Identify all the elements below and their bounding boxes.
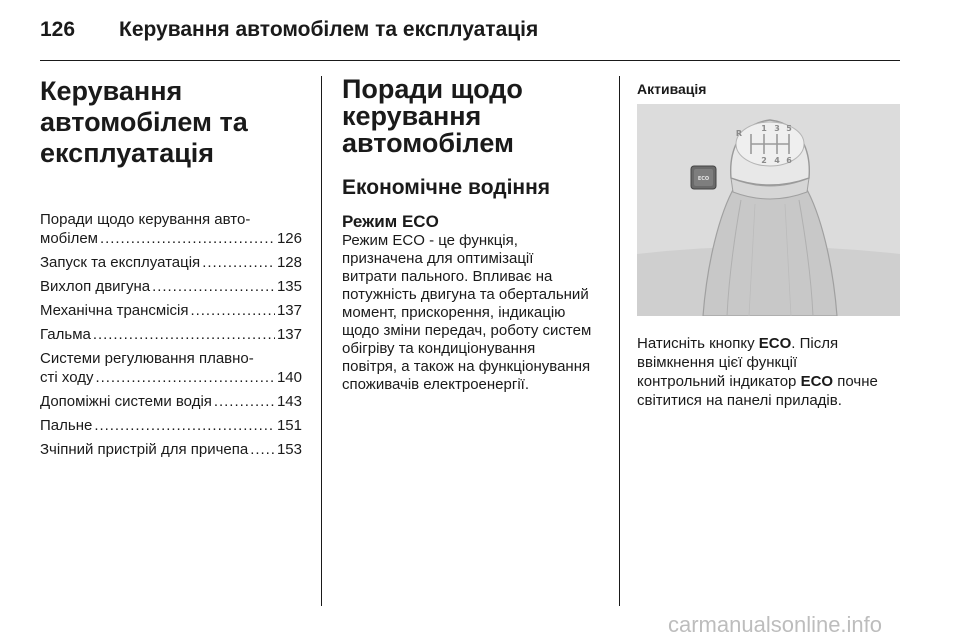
- shift-pattern-digit: 5: [786, 124, 792, 133]
- toc-item-label-first-line: Поради щодо керування авто-: [40, 211, 251, 228]
- shift-pattern-digit: 1: [761, 124, 767, 133]
- text-run: контрольний індикатор: [637, 373, 801, 390]
- section-title: [342, 76, 604, 157]
- toc-leader-dots: [250, 440, 275, 459]
- paragraph-line: обігріву та кондиціонування: [342, 340, 536, 357]
- toc-item-label-first-line: Системи регулювання плавно-: [40, 350, 254, 367]
- chapter-title-line: Керування: [40, 76, 183, 106]
- column-divider-right: [619, 76, 620, 606]
- toc-page-number: 137: [276, 302, 302, 319]
- paragraph-line: споживачів електроенергії.: [342, 376, 529, 393]
- toc-page-number: 128: [276, 254, 302, 271]
- section-title-line: керування: [342, 101, 482, 131]
- toc-item[interactable]: [40, 325, 302, 344]
- toc-item-label: Гальма: [40, 326, 91, 343]
- paragraph-line: призначена для оптимізації: [342, 250, 534, 267]
- page-number: 126: [40, 18, 76, 41]
- text-run: Натисніть кнопку: [637, 335, 759, 352]
- subsection-title: Економічне водіння: [342, 176, 551, 199]
- chapter-title-line: експлуатація: [40, 138, 215, 168]
- toc-page-number: 151: [276, 417, 302, 434]
- toc-item[interactable]: [40, 416, 302, 435]
- chapter-column: [40, 76, 302, 464]
- gear-shifter-svg: [637, 104, 900, 316]
- toc-item[interactable]: [40, 440, 302, 459]
- toc-page-number: 137: [276, 326, 302, 343]
- text-run: почне: [833, 373, 878, 390]
- page-header: [40, 14, 900, 50]
- section-title-line: Поради щодо: [342, 74, 523, 104]
- watermark: carmanualsonline.info: [668, 612, 883, 637]
- toc-item[interactable]: [40, 210, 302, 248]
- activation-paragraph: [637, 334, 900, 410]
- header-rule: [40, 60, 900, 61]
- paragraph-line: потужність двигуна та обертальний: [342, 286, 589, 303]
- gear-shifter-illustration: [637, 104, 900, 316]
- toc-item-label: Допоміжні системи водія: [40, 393, 212, 410]
- toc-item-label: Пальне: [40, 417, 93, 434]
- shift-pattern-digit: R: [735, 129, 743, 138]
- text-run: ввімкнення цієї функції: [637, 354, 798, 371]
- running-title: Керування автомобілем та експлуатація: [119, 18, 539, 41]
- text-run: світитися на панелі приладів.: [637, 392, 842, 409]
- toc-page-number: 153: [276, 441, 302, 458]
- paragraph-line: витрати пального. Впливає на: [342, 268, 553, 285]
- toc-item-label: Зчіпний пристрій для причепа: [40, 441, 249, 458]
- toc-page-number: 135: [276, 278, 302, 295]
- activation-column: [637, 76, 900, 409]
- paragraph-line: Режим ECO - це функція,: [342, 232, 518, 249]
- toc-item-label: мобілем: [40, 230, 98, 247]
- toc-page-number: 126: [276, 230, 302, 247]
- column-divider-left: [321, 76, 322, 606]
- section-column: [342, 76, 604, 394]
- paragraph-line: повітря, а також на функціонування: [342, 358, 591, 375]
- toc-leader-dots: [95, 368, 275, 387]
- shift-pattern-digit: 3: [774, 124, 780, 133]
- toc-leader-dots: [94, 416, 275, 435]
- chapter-title-line: автомобілем та: [40, 107, 248, 137]
- chapter-title: [40, 76, 302, 169]
- toc-item[interactable]: [40, 301, 302, 320]
- toc-leader-dots: [152, 277, 275, 296]
- eco-term: ECO: [758, 335, 792, 352]
- eco-button[interactable]: [691, 166, 716, 189]
- section-title-line: автомобілем: [342, 128, 514, 158]
- toc-item-label: сті ходу: [40, 369, 94, 386]
- toc-item[interactable]: [40, 392, 302, 411]
- eco-term: ECO: [800, 373, 834, 390]
- text-run: . Після: [791, 335, 839, 352]
- shift-pattern-digit: 2: [761, 156, 767, 165]
- table-of-contents: [40, 210, 302, 459]
- toc-item-label: Вихлоп двигуна: [40, 278, 151, 295]
- toc-page-number: 140: [276, 369, 302, 386]
- toc-leader-dots: [191, 301, 275, 320]
- toc-item[interactable]: [40, 253, 302, 272]
- toc-leader-dots: [214, 392, 275, 411]
- toc-leader-dots: [202, 253, 275, 272]
- toc-item-label: Механічна трансмісія: [40, 302, 189, 319]
- toc-page-number: 143: [276, 393, 302, 410]
- eco-button-label: ECO: [697, 176, 710, 182]
- toc-item-label: Запуск та експлуатація: [40, 254, 201, 271]
- topic-title: Режим ECO: [342, 212, 439, 231]
- activation-heading: Активація: [637, 81, 707, 97]
- paragraph-line: щодо зміни передач, роботу систем: [342, 322, 592, 339]
- toc-leader-dots: [100, 229, 275, 248]
- toc-item[interactable]: [40, 349, 302, 387]
- shift-pattern-digit: 4: [774, 156, 780, 165]
- eco-description-paragraph: [342, 232, 604, 394]
- toc-item[interactable]: [40, 277, 302, 296]
- paragraph-line: момент, прискорення, індикацію: [342, 304, 566, 321]
- toc-leader-dots: [93, 325, 275, 344]
- shift-pattern-digit: 6: [786, 156, 792, 165]
